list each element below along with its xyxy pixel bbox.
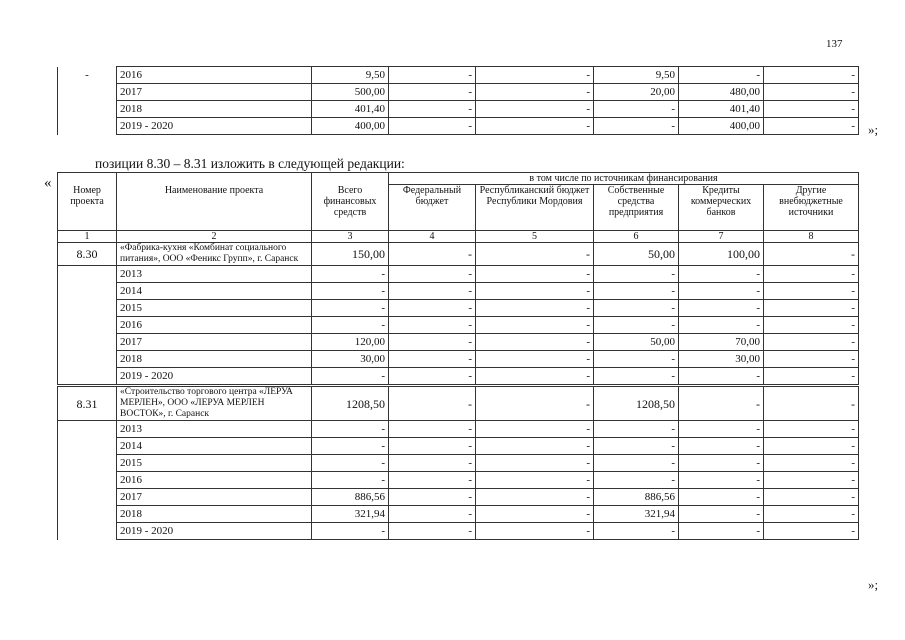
empty-cell xyxy=(58,317,117,334)
value-cell: - xyxy=(389,317,476,334)
project-total-cell: - xyxy=(389,243,476,266)
year-row xyxy=(58,351,859,368)
header-cell: Всего финансовых средств xyxy=(312,185,389,231)
year-cell: 2017 xyxy=(117,334,312,351)
project-total-cell: - xyxy=(476,386,594,421)
value-cell: - xyxy=(679,283,764,300)
closing-quote: »; xyxy=(868,122,879,137)
value-cell: - xyxy=(312,368,389,386)
value-cell: - xyxy=(312,283,389,300)
value-cell: - xyxy=(764,472,859,489)
empty-cell xyxy=(58,283,117,300)
year-row xyxy=(58,455,859,472)
project-number: 8.31 xyxy=(58,386,117,421)
value-cell xyxy=(58,101,117,118)
value-cell: - xyxy=(476,506,594,523)
value-cell: - xyxy=(389,351,476,368)
year-cell: 2019 - 2020 xyxy=(117,118,312,135)
value-cell: - xyxy=(476,317,594,334)
value-cell: - xyxy=(312,438,389,455)
project-total-cell: - xyxy=(764,386,859,421)
value-cell: - xyxy=(764,317,859,334)
value-cell: - xyxy=(476,67,594,84)
project-total-cell: - xyxy=(764,243,859,266)
value-cell: - xyxy=(389,84,476,101)
project-total-cell: 150,00 xyxy=(312,243,389,266)
value-cell: - xyxy=(389,67,476,84)
value-cell: - xyxy=(679,523,764,540)
value-cell: - xyxy=(594,266,679,283)
project-total-cell: - xyxy=(679,386,764,421)
value-cell: - xyxy=(389,368,476,386)
value-cell: - xyxy=(679,300,764,317)
closing-quote: »; xyxy=(868,577,879,592)
value-cell: - xyxy=(476,118,594,135)
header-cell xyxy=(117,173,312,185)
year-cell: 2014 xyxy=(117,283,312,300)
value-cell: - xyxy=(476,351,594,368)
project-number: 8.30 xyxy=(58,243,117,266)
value-cell: - xyxy=(389,438,476,455)
value-cell: - xyxy=(679,489,764,506)
value-cell: 321,94 xyxy=(312,506,389,523)
value-cell: - xyxy=(594,472,679,489)
year-row xyxy=(58,421,859,438)
year-cell: 2018 xyxy=(117,101,312,118)
value-cell: - xyxy=(594,523,679,540)
value-cell: - xyxy=(679,266,764,283)
year-row xyxy=(58,438,859,455)
value-cell: - xyxy=(679,506,764,523)
year-cell: 2017 xyxy=(117,489,312,506)
value-cell: - xyxy=(764,455,859,472)
value-cell: 500,00 xyxy=(312,84,389,101)
column-number: 8 xyxy=(764,231,859,243)
value-cell: 400,00 xyxy=(679,118,764,135)
value-cell: - xyxy=(679,421,764,438)
year-row xyxy=(58,283,859,300)
year-row xyxy=(58,334,859,351)
year-cell: 2018 xyxy=(117,351,312,368)
project-name: «Фабрика-кухня «Комбинат социального питания», ООО «Феникс Групп», г. Саранск xyxy=(117,243,312,266)
header-cell xyxy=(312,173,389,185)
value-cell: - xyxy=(476,455,594,472)
value-cell: - xyxy=(594,438,679,455)
value-cell: 886,56 xyxy=(594,489,679,506)
amendment-intro: позиции 8.30 – 8.31 изложить в следующей редакции: xyxy=(95,156,405,171)
empty-cell xyxy=(58,489,117,506)
value-cell: - xyxy=(679,317,764,334)
header-cell: Другие внебюджетные источники xyxy=(764,185,859,231)
value-cell: - xyxy=(764,523,859,540)
value-cell: - xyxy=(594,101,679,118)
value-cell: - xyxy=(389,421,476,438)
value-cell: - xyxy=(476,523,594,540)
table-row xyxy=(58,118,859,135)
header-cell xyxy=(58,173,117,185)
value-cell: - xyxy=(764,118,859,135)
year-row xyxy=(58,506,859,523)
value-cell: - xyxy=(476,300,594,317)
value-cell: - xyxy=(389,300,476,317)
value-cell: - xyxy=(312,266,389,283)
value-cell: - xyxy=(594,455,679,472)
year-cell: 2013 xyxy=(117,421,312,438)
column-number: 5 xyxy=(476,231,594,243)
empty-cell xyxy=(58,472,117,489)
value-cell: - xyxy=(476,438,594,455)
value-cell: - xyxy=(389,334,476,351)
header-cell: Собственные средства предприятия xyxy=(594,185,679,231)
value-cell: - xyxy=(679,438,764,455)
value-cell: - xyxy=(679,472,764,489)
value-cell: 321,94 xyxy=(594,506,679,523)
value-cell: - xyxy=(764,334,859,351)
value-cell: - xyxy=(764,101,859,118)
value-cell: - xyxy=(764,67,859,84)
value-cell: - xyxy=(476,84,594,101)
value-cell: - xyxy=(594,317,679,334)
empty-cell xyxy=(58,368,117,386)
header-cell: Номер проекта xyxy=(58,185,117,231)
year-cell: 2016 xyxy=(117,67,312,84)
column-number: 2 xyxy=(117,231,312,243)
header-group: в том числе по источникам финансирования xyxy=(389,173,859,185)
value-cell: 480,00 xyxy=(679,84,764,101)
project-total-cell: 1208,50 xyxy=(312,386,389,421)
value-cell: - xyxy=(312,472,389,489)
value-cell: - xyxy=(476,101,594,118)
value-cell: - xyxy=(764,489,859,506)
value-cell: - xyxy=(594,368,679,386)
table-row xyxy=(58,67,859,84)
value-cell: - xyxy=(389,101,476,118)
value-cell xyxy=(58,84,117,101)
value-cell: - xyxy=(389,455,476,472)
value-cell: - xyxy=(312,317,389,334)
value-cell: 9,50 xyxy=(312,67,389,84)
continued-table xyxy=(57,66,859,135)
value-cell: - xyxy=(679,368,764,386)
value-cell: 70,00 xyxy=(679,334,764,351)
value-cell: - xyxy=(312,523,389,540)
table-row xyxy=(58,101,859,118)
year-row xyxy=(58,300,859,317)
value-cell: - xyxy=(594,421,679,438)
value-cell: - xyxy=(594,118,679,135)
value-cell: - xyxy=(312,421,389,438)
project-row xyxy=(58,386,859,421)
value-cell: - xyxy=(476,472,594,489)
year-row xyxy=(58,523,859,540)
year-row xyxy=(58,489,859,506)
year-row xyxy=(58,266,859,283)
year-cell: 2016 xyxy=(117,317,312,334)
header-cell: Кредиты коммерческих банков xyxy=(679,185,764,231)
projects-table xyxy=(57,172,859,540)
empty-cell xyxy=(58,455,117,472)
value-cell: 120,00 xyxy=(312,334,389,351)
empty-cell xyxy=(58,506,117,523)
empty-cell xyxy=(58,421,117,438)
project-total-cell: 50,00 xyxy=(594,243,679,266)
opening-quote: « xyxy=(44,175,52,191)
header-cell: Республиканский бюджет Республики Мордовия xyxy=(476,185,594,231)
empty-cell xyxy=(58,300,117,317)
value-cell: - xyxy=(389,118,476,135)
value-cell: - xyxy=(476,421,594,438)
value-cell: 30,00 xyxy=(312,351,389,368)
value-cell xyxy=(58,118,117,135)
empty-cell xyxy=(58,523,117,540)
empty-cell xyxy=(58,266,117,283)
header-cell: Наименование проекта xyxy=(117,185,312,231)
value-cell: - xyxy=(679,455,764,472)
value-cell: - xyxy=(389,489,476,506)
table-row xyxy=(58,84,859,101)
value-cell: - xyxy=(312,455,389,472)
value-cell: - xyxy=(389,283,476,300)
value-cell: - xyxy=(764,421,859,438)
value-cell: 886,56 xyxy=(312,489,389,506)
header-cell: Федеральный бюджет xyxy=(389,185,476,231)
year-cell: 2017 xyxy=(117,84,312,101)
column-number: 6 xyxy=(594,231,679,243)
value-cell: - xyxy=(476,283,594,300)
year-cell: 2014 xyxy=(117,438,312,455)
value-cell: - xyxy=(476,266,594,283)
project-total-cell: - xyxy=(476,243,594,266)
year-row xyxy=(58,368,859,386)
year-row xyxy=(58,472,859,489)
project-row xyxy=(58,243,859,266)
empty-cell xyxy=(58,351,117,368)
project-total-cell: 1208,50 xyxy=(594,386,679,421)
value-cell: 50,00 xyxy=(594,334,679,351)
value-cell: - xyxy=(389,523,476,540)
value-cell: - xyxy=(476,368,594,386)
year-cell: 2019 - 2020 xyxy=(117,523,312,540)
year-cell: 2015 xyxy=(117,300,312,317)
column-number: 1 xyxy=(58,231,117,243)
value-cell: - xyxy=(594,283,679,300)
column-number: 3 xyxy=(312,231,389,243)
value-cell: - xyxy=(389,472,476,489)
value-cell: - xyxy=(58,67,117,84)
value-cell: - xyxy=(476,489,594,506)
year-cell: 2019 - 2020 xyxy=(117,368,312,386)
value-cell: - xyxy=(594,351,679,368)
page-number: 137 xyxy=(826,38,843,50)
project-total-cell: - xyxy=(389,386,476,421)
value-cell: - xyxy=(312,300,389,317)
value-cell: - xyxy=(389,266,476,283)
value-cell: 20,00 xyxy=(594,84,679,101)
value-cell: - xyxy=(389,506,476,523)
empty-cell xyxy=(58,334,117,351)
year-cell: 2018 xyxy=(117,506,312,523)
value-cell: - xyxy=(764,506,859,523)
empty-cell xyxy=(58,438,117,455)
value-cell: 401,40 xyxy=(679,101,764,118)
value-cell: - xyxy=(764,300,859,317)
year-row xyxy=(58,317,859,334)
value-cell: 9,50 xyxy=(594,67,679,84)
value-cell: 401,40 xyxy=(312,101,389,118)
year-cell: 2016 xyxy=(117,472,312,489)
project-total-cell: 100,00 xyxy=(679,243,764,266)
year-cell: 2013 xyxy=(117,266,312,283)
value-cell: - xyxy=(679,67,764,84)
value-cell: - xyxy=(764,368,859,386)
value-cell: - xyxy=(764,84,859,101)
value-cell: - xyxy=(764,438,859,455)
value-cell: - xyxy=(476,334,594,351)
year-cell: 2015 xyxy=(117,455,312,472)
column-number: 7 xyxy=(679,231,764,243)
column-number: 4 xyxy=(389,231,476,243)
value-cell: 30,00 xyxy=(679,351,764,368)
value-cell: 400,00 xyxy=(312,118,389,135)
value-cell: - xyxy=(594,300,679,317)
value-cell: - xyxy=(764,283,859,300)
project-name: «Строительство торгового центра «ЛЕРУА МЕРЛЕН», ООО «ЛЕРУА МЕРЛЕН ВОСТОК», г. Саранск xyxy=(117,386,312,421)
value-cell: - xyxy=(764,351,859,368)
value-cell: - xyxy=(764,266,859,283)
